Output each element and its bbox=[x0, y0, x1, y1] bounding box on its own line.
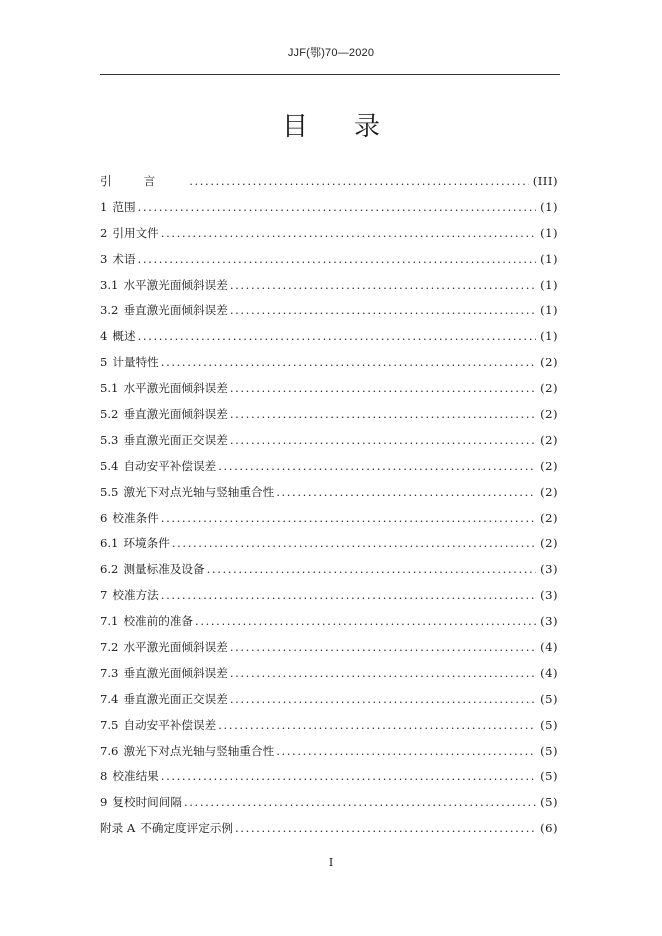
toc-entry-page: (5) bbox=[540, 743, 558, 758]
toc-entry-number: 5.4 bbox=[100, 458, 119, 473]
toc-entry-label bbox=[100, 816, 233, 842]
toc-entry[interactable] bbox=[100, 635, 558, 661]
toc-entry[interactable] bbox=[100, 531, 558, 557]
toc-entry-number: 9 bbox=[100, 795, 108, 810]
toc-entry-label bbox=[100, 428, 228, 454]
toc-title bbox=[0, 106, 662, 143]
toc-entry-label bbox=[100, 661, 228, 687]
toc-entry-title: 术语 bbox=[112, 251, 136, 266]
toc-entry-number: 1 bbox=[100, 199, 108, 214]
toc-entry-page: (1) bbox=[540, 277, 558, 292]
toc-dot-leader bbox=[230, 376, 536, 402]
toc-entry-title: 自动安平补偿误差 bbox=[123, 458, 217, 473]
toc-entry-label bbox=[100, 221, 159, 247]
toc-entry-page: (5) bbox=[540, 795, 558, 810]
toc-dot-leader bbox=[138, 195, 536, 221]
toc-entry-number: 5.2 bbox=[100, 407, 119, 422]
toc-title-char-2: 录 bbox=[354, 112, 381, 142]
toc-entry-page: (2) bbox=[540, 355, 558, 370]
toc-dot-leader bbox=[138, 247, 536, 273]
toc-dot-leader bbox=[172, 531, 536, 557]
toc-entry[interactable] bbox=[100, 790, 558, 816]
toc-entry-title: 自动安平补偿误差 bbox=[123, 717, 217, 732]
toc-dot-leader bbox=[230, 402, 536, 428]
toc-entry-page: (2) bbox=[540, 381, 558, 396]
toc-entry-page: (3) bbox=[540, 562, 558, 577]
toc-entry-title: 激光下对点光轴与竖轴重合性 bbox=[123, 743, 275, 758]
toc-entry-page: (III) bbox=[532, 174, 558, 188]
toc-entry[interactable] bbox=[100, 324, 558, 350]
toc-entry-number: 7.5 bbox=[100, 717, 119, 732]
toc-entry-number: 7.2 bbox=[100, 640, 119, 655]
toc-dot-leader bbox=[230, 428, 536, 454]
toc-entry-label bbox=[100, 764, 159, 790]
toc-entry[interactable] bbox=[100, 376, 558, 402]
toc-dot-leader bbox=[218, 713, 536, 739]
toc-entry-page: (2) bbox=[540, 510, 558, 525]
toc-entry[interactable] bbox=[100, 764, 558, 790]
toc-entry-page: (2) bbox=[540, 484, 558, 499]
toc-entry-number: 6.2 bbox=[100, 562, 119, 577]
toc-entry-page: (5) bbox=[540, 717, 558, 732]
toc-entry-page: (3) bbox=[540, 588, 558, 603]
toc-entry-page: (6) bbox=[540, 821, 558, 836]
toc-dot-leader bbox=[276, 480, 536, 506]
toc-entry-number: 6.1 bbox=[100, 536, 119, 551]
toc-entry-label bbox=[100, 790, 182, 816]
toc-entry-page: (4) bbox=[540, 640, 558, 655]
page-header: JJF(鄂)70—2020 bbox=[287, 47, 375, 59]
toc-entry-page: (1) bbox=[540, 199, 558, 214]
toc-entry[interactable] bbox=[100, 557, 558, 583]
toc-entry[interactable] bbox=[100, 583, 558, 609]
toc-entry[interactable] bbox=[100, 273, 558, 299]
toc-entry-label bbox=[100, 506, 159, 532]
toc-entry[interactable] bbox=[100, 480, 558, 506]
toc-entry-number: 5.1 bbox=[100, 381, 119, 396]
toc-entry-label bbox=[100, 713, 216, 739]
toc-entry-number: 7.3 bbox=[100, 665, 119, 680]
toc-entry[interactable] bbox=[100, 195, 558, 221]
toc-entry-title: 校准结果 bbox=[112, 769, 159, 784]
toc-entry-number: 附录 A bbox=[100, 821, 136, 836]
toc-entry[interactable] bbox=[100, 428, 558, 454]
toc-entry-title: 垂直激光面正交误差 bbox=[123, 432, 228, 447]
toc-title-char-1: 目 bbox=[281, 112, 308, 142]
toc-entry[interactable] bbox=[100, 247, 558, 273]
toc-entry-page: (1) bbox=[540, 303, 558, 318]
toc-entry-number: 7 bbox=[100, 588, 108, 603]
toc-entry-number: 5.5 bbox=[100, 484, 119, 499]
toc-entry-label bbox=[100, 454, 216, 480]
toc-entry[interactable] bbox=[100, 454, 558, 480]
toc-entry[interactable] bbox=[100, 506, 558, 532]
toc-entry-page: (2) bbox=[540, 407, 558, 422]
toc-entry-label bbox=[100, 739, 274, 765]
toc-entry-number: 2 bbox=[100, 225, 108, 240]
toc-entry-title: 不确定度评定示例 bbox=[140, 821, 234, 836]
toc-dot-leader bbox=[195, 609, 536, 635]
header-divider bbox=[100, 74, 560, 75]
toc-entry-number: 8 bbox=[100, 769, 108, 784]
toc-entry-page: (5) bbox=[540, 691, 558, 706]
toc-dot-leader bbox=[189, 169, 529, 195]
toc-entry-title: 水平激光面倾斜误差 bbox=[123, 381, 228, 396]
toc-entry-number: 3 bbox=[100, 251, 108, 266]
toc-entry[interactable] bbox=[100, 350, 558, 376]
toc-dot-leader bbox=[161, 583, 536, 609]
toc-dot-leader bbox=[161, 350, 536, 376]
toc-entry-label bbox=[100, 247, 136, 273]
table-of-contents bbox=[100, 169, 558, 842]
toc-entry-page: (2) bbox=[540, 458, 558, 473]
page-number: I bbox=[328, 856, 334, 869]
toc-entry-number: 5.3 bbox=[100, 432, 119, 447]
toc-entry-number: 3.2 bbox=[100, 303, 119, 318]
toc-entry-title: 垂直激光面倾斜误差 bbox=[123, 665, 228, 680]
toc-entry-label bbox=[100, 298, 228, 324]
toc-dot-leader bbox=[230, 635, 536, 661]
toc-dot-leader bbox=[161, 764, 536, 790]
toc-entry-page: (1) bbox=[540, 329, 558, 344]
toc-entry-title: 引言 bbox=[100, 174, 188, 188]
toc-entry-title: 引用文件 bbox=[112, 225, 159, 240]
toc-entry[interactable] bbox=[100, 298, 558, 324]
toc-entry-number: 3.1 bbox=[100, 277, 119, 292]
toc-entry-title: 水平激光面倾斜误差 bbox=[123, 640, 228, 655]
toc-entry-label bbox=[100, 687, 228, 713]
toc-dot-leader bbox=[230, 298, 536, 324]
toc-entry-label bbox=[100, 531, 170, 557]
toc-entry-page: (5) bbox=[540, 769, 558, 784]
toc-entry-title: 水平激光面倾斜误差 bbox=[123, 277, 228, 292]
toc-entry-page: (4) bbox=[540, 665, 558, 680]
toc-entry-title: 范围 bbox=[112, 199, 136, 214]
toc-entry-title: 概述 bbox=[112, 329, 136, 344]
toc-entry[interactable] bbox=[100, 816, 558, 842]
toc-entry[interactable] bbox=[100, 661, 558, 687]
toc-entry-title: 校准方法 bbox=[112, 588, 159, 603]
toc-entry-title: 测量标准及设备 bbox=[123, 562, 205, 577]
toc-entry[interactable] bbox=[100, 402, 558, 428]
toc-dot-leader bbox=[230, 661, 536, 687]
toc-entry-label bbox=[100, 376, 228, 402]
toc-entry-title: 计量特性 bbox=[112, 355, 159, 370]
toc-entry-number: 7.6 bbox=[100, 743, 119, 758]
toc-entry[interactable] bbox=[100, 169, 558, 195]
toc-entry-title: 校准条件 bbox=[112, 510, 159, 525]
toc-dot-leader bbox=[230, 687, 536, 713]
toc-entry[interactable] bbox=[100, 221, 558, 247]
toc-dot-leader bbox=[218, 454, 536, 480]
toc-entry-label bbox=[100, 583, 159, 609]
toc-entry-label bbox=[100, 402, 228, 428]
toc-entry-number: 7.4 bbox=[100, 691, 119, 706]
toc-dot-leader bbox=[138, 324, 536, 350]
toc-entry-title: 垂直激光面正交误差 bbox=[123, 691, 228, 706]
toc-dot-leader bbox=[207, 557, 536, 583]
toc-entry-label bbox=[100, 480, 274, 506]
toc-entry-label bbox=[100, 635, 228, 661]
toc-entry-label bbox=[100, 273, 228, 299]
toc-entry[interactable] bbox=[100, 687, 558, 713]
toc-dot-leader bbox=[161, 221, 536, 247]
toc-entry-title: 垂直激光面倾斜误差 bbox=[123, 407, 228, 422]
toc-entry-number: 7.1 bbox=[100, 614, 119, 629]
toc-dot-leader bbox=[276, 739, 536, 765]
toc-entry-label bbox=[100, 557, 205, 583]
toc-entry[interactable] bbox=[100, 609, 558, 635]
toc-entry-title: 垂直激光面倾斜误差 bbox=[123, 303, 228, 318]
toc-entry-title: 激光下对点光轴与竖轴重合性 bbox=[123, 484, 275, 499]
toc-entry-page: (1) bbox=[540, 225, 558, 240]
toc-entry-page: (2) bbox=[540, 536, 558, 551]
toc-entry-label bbox=[100, 609, 193, 635]
toc-entry-title: 环境条件 bbox=[123, 536, 170, 551]
toc-entry-page: (3) bbox=[540, 614, 558, 629]
toc-entry-number: 5 bbox=[100, 355, 108, 370]
toc-entry[interactable] bbox=[100, 713, 558, 739]
toc-dot-leader bbox=[161, 506, 536, 532]
toc-entry-page: (1) bbox=[540, 251, 558, 266]
toc-entry-label bbox=[100, 169, 187, 195]
toc-dot-leader bbox=[230, 273, 536, 299]
toc-entry[interactable] bbox=[100, 739, 558, 765]
toc-entry-number: 6 bbox=[100, 510, 108, 525]
toc-entry-label bbox=[100, 350, 159, 376]
toc-dot-leader bbox=[235, 816, 536, 842]
toc-entry-title: 复校时间间隔 bbox=[112, 795, 182, 810]
toc-dot-leader bbox=[184, 790, 536, 816]
toc-entry-page: (2) bbox=[540, 432, 558, 447]
toc-entry-number: 4 bbox=[100, 329, 108, 344]
toc-entry-label bbox=[100, 195, 136, 221]
toc-entry-title: 校准前的准备 bbox=[123, 614, 194, 629]
toc-entry-label bbox=[100, 324, 136, 350]
